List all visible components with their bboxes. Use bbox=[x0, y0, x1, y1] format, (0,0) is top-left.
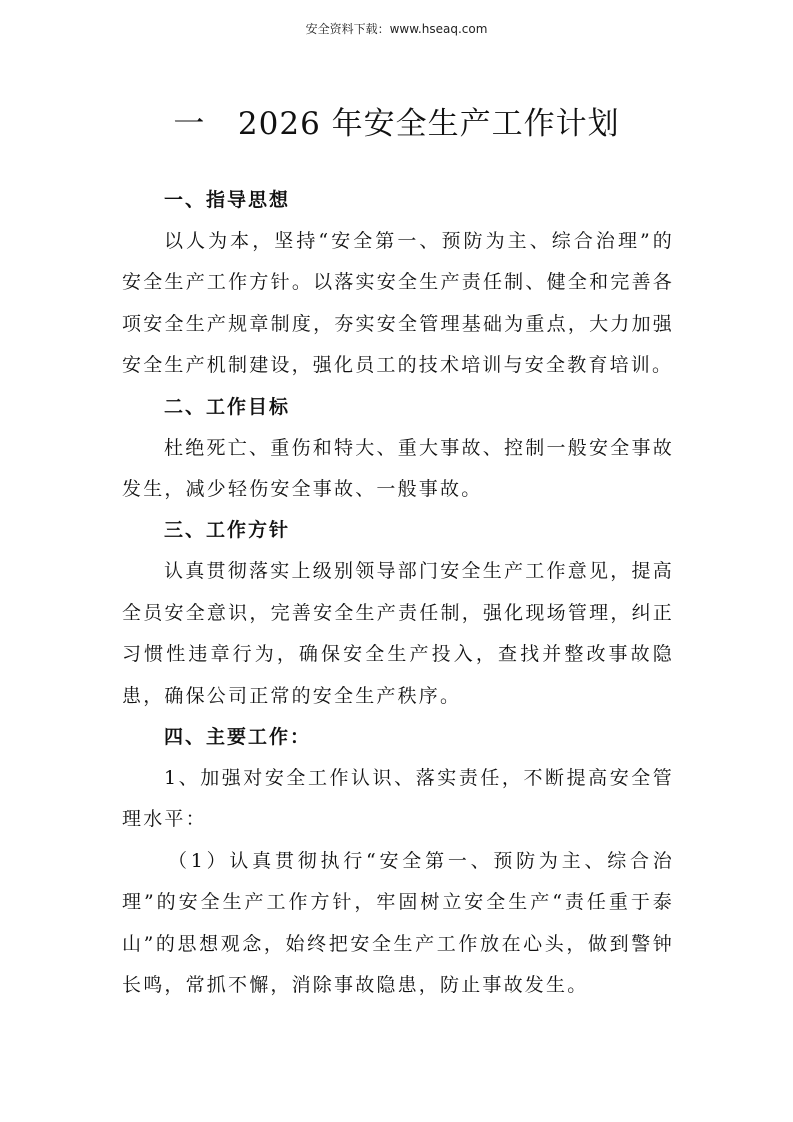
paragraph-work-policy: 认真贯彻落实上级别领导部门安全生产工作意见，提高全员安全意识，完善安全生产责任制，强化现场管理，纠正习惯性违章行为，确保安全生产投入，查找并整改事故隐患，确保公司正常的安全生产秩序。 bbox=[122, 560, 674, 707]
section-heading-work-goals: 二、工作目标 bbox=[164, 395, 291, 418]
document-body bbox=[122, 180, 674, 1007]
paragraph-work-goals: 杜绝死亡、重伤和特大、重大事故、控制一般安全事故发生，减少轻伤安全事故、一般事故。 bbox=[122, 436, 674, 501]
document-title: 一 2026 年安全生产工作计划 bbox=[173, 106, 620, 142]
paragraph-main-work-item-1: 1、加强对安全工作认识、落实责任，不断提高安全管理水平： bbox=[122, 767, 674, 831]
paragraph-guiding-ideology: 以人为本，坚持“安全第一、预防为主、综合治理”的安全生产工作方针。以落实安全生产责任制、健全和完善各项安全生产规章制度，夯实安全管理基础为重点，大力加强安全生产机制建设，强化员工的技术培训与安全教育培训。 bbox=[122, 230, 674, 377]
section-heading-guiding-ideology: 一、指导思想 bbox=[164, 189, 291, 211]
paragraph-main-work-subitem-1: （1）认真贯彻执行“安全第一、预防为主、综合治理”的安全生产工作方针，牢固树立安全生产“责任重于泰山”的思想观念，始终把安全生产工作放在心头，做到警钟长鸣，常抓不懈，消除事故隐患，防止事故发生。 bbox=[122, 849, 674, 997]
section-heading-work-policy: 三、工作方针 bbox=[164, 519, 291, 542]
section-heading-main-work: 四、主要工作： bbox=[164, 726, 312, 749]
page-header: 安全资料下载：www.hseaq.com bbox=[305, 22, 488, 36]
